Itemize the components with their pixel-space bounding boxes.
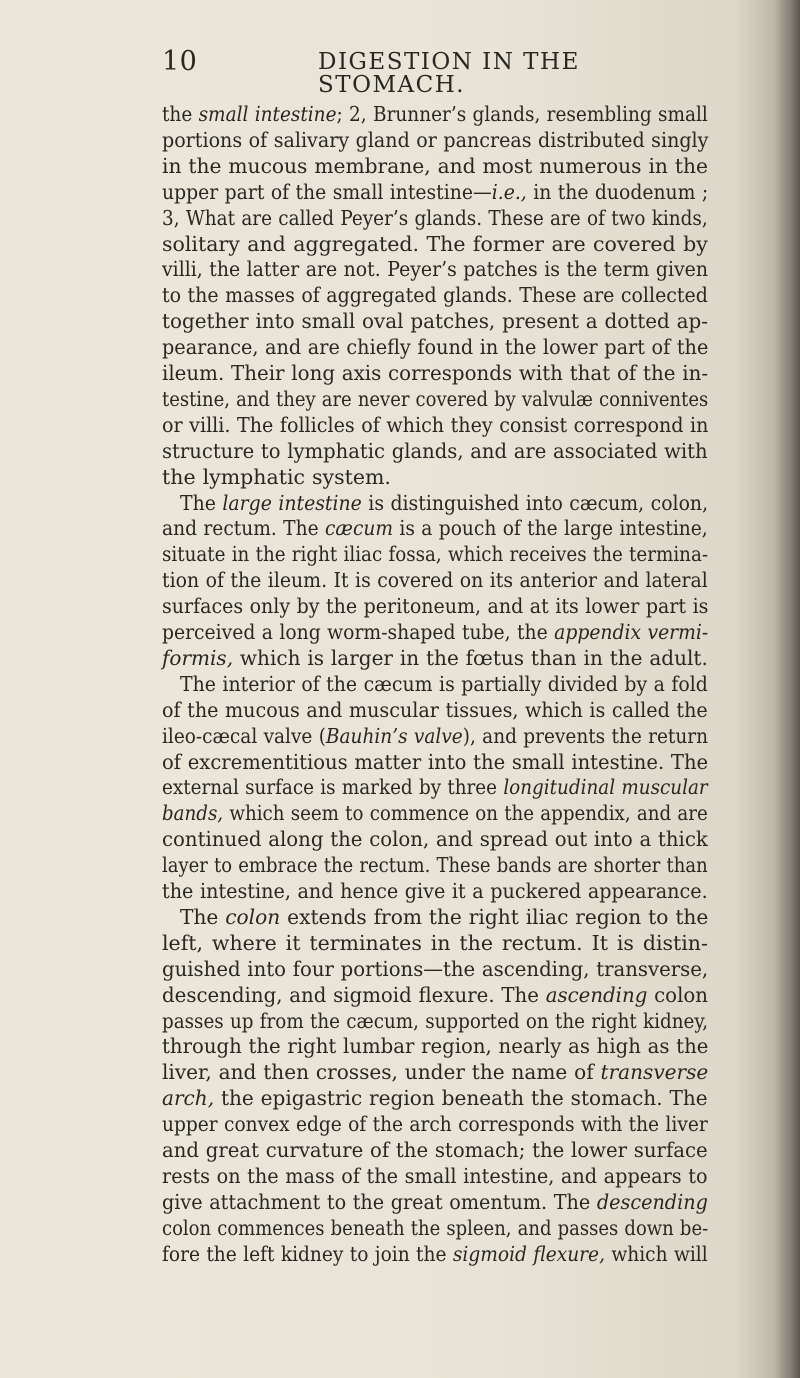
italic-term: large intestine xyxy=(222,490,362,515)
line-text: villi, the latter are not. Peyer’s patches is the term given xyxy=(162,257,709,282)
text-line xyxy=(162,1215,709,1240)
line-text: ileo-cæcal valve ( xyxy=(162,723,326,748)
text-line xyxy=(180,904,709,929)
text-line xyxy=(162,855,708,876)
line-text: layer to embrace the rectum. These bands are shorter than xyxy=(162,853,708,878)
line-text: testine, and they are never covered by valvulæ conniventes xyxy=(162,386,709,411)
text-line xyxy=(162,259,708,280)
line-text: The xyxy=(180,490,223,515)
line-text: The xyxy=(180,904,226,929)
text-line xyxy=(162,363,708,384)
text-line xyxy=(162,337,708,358)
text-line xyxy=(162,518,708,539)
text-line xyxy=(162,1241,708,1266)
line-text: and great curvature of the stomach; the lower surface xyxy=(162,1138,708,1162)
line-text: pearance, and are chiefly found in the lower part of the xyxy=(162,335,709,360)
text-line xyxy=(162,311,708,332)
line-text: give attachment to the great omentum. The xyxy=(162,1189,597,1214)
text-line xyxy=(162,596,708,617)
line-text: of excrementitious matter into the small intestine. The xyxy=(162,749,709,774)
line-text: external surface is marked by three xyxy=(162,775,504,800)
italic-term: appendix vermi- xyxy=(554,620,709,644)
text-line xyxy=(162,777,708,798)
italic-term: descending xyxy=(596,1189,708,1214)
page-edge-shadow xyxy=(774,0,800,1378)
line-text: the intestine, and hence give it a puckered appearance. xyxy=(162,879,708,903)
line-text: the xyxy=(162,102,199,126)
line-text: through the right lumbar region, nearly as high as the xyxy=(162,1034,709,1059)
line-text: perceived a long worm-shaped tube, the xyxy=(162,620,555,644)
line-text: structure to lymphatic glands, and are associated with xyxy=(162,438,708,463)
italic-term: longitudinal muscular xyxy=(503,775,708,800)
line-text: colon commences beneath the spleen, and passes down be- xyxy=(162,1215,709,1240)
text-line xyxy=(162,803,708,824)
line-text: descending, and sigmoid flexure. The xyxy=(162,982,546,1007)
italic-term: small intestine xyxy=(198,102,337,126)
text-line xyxy=(162,645,708,670)
line-text: colon xyxy=(647,982,708,1007)
line-text: ), and prevents the return xyxy=(462,723,709,748)
line-text: which seem to commence on the appendix, and are xyxy=(223,801,708,826)
body-text xyxy=(162,96,709,1266)
text-line xyxy=(162,1189,708,1214)
line-text: continued along the colon, and spread out into a thick xyxy=(162,827,708,852)
text-line xyxy=(162,464,391,489)
line-text: fore the left kidney to join the xyxy=(162,1241,453,1266)
text-line xyxy=(162,412,709,437)
line-text: solitary and aggregated. The former are covered by xyxy=(162,231,708,256)
line-text: which will xyxy=(604,1241,708,1266)
italic-term: ascending xyxy=(545,982,648,1007)
text-line xyxy=(162,179,709,204)
page-number: 10 xyxy=(162,46,198,77)
text-line xyxy=(162,749,709,774)
italic-term: transverse xyxy=(600,1060,709,1085)
text-line xyxy=(162,1088,708,1109)
line-text: portions of salivary gland or pancreas distributed singly xyxy=(162,127,709,152)
italic-term: formis, xyxy=(162,645,234,670)
text-line xyxy=(162,622,708,643)
line-text: is distinguished into cæcum, colon, xyxy=(361,490,709,515)
line-text: in the duodenum ; xyxy=(526,179,709,204)
line-text: of the mucous and muscular tissues, which is called the xyxy=(162,697,708,722)
text-line xyxy=(162,723,709,748)
text-line xyxy=(180,671,708,696)
text-line xyxy=(162,1114,708,1135)
text-line xyxy=(162,153,708,178)
line-text: surfaces only by the peritoneum, and at its lower part is xyxy=(162,594,709,619)
line-text: left, where it terminates in the rectum. It is distin- xyxy=(162,930,708,955)
line-text: the epigastric region beneath the stomach. The xyxy=(214,1086,708,1111)
text-line xyxy=(162,982,708,1007)
line-text: and rectum. The xyxy=(162,516,326,541)
line-text: extends from the right iliac region to the xyxy=(280,904,709,929)
line-text: is a pouch of the large intestine, xyxy=(393,516,708,541)
italic-term: Bauhin’s valve xyxy=(325,723,463,748)
italic-term: i.e., xyxy=(491,179,527,204)
italic-term: arch, xyxy=(162,1086,215,1111)
line-text: which is larger in the fœtus than in the adult. xyxy=(233,645,708,670)
line-text: ; 2, Brunner’s glands, resembling small xyxy=(336,102,708,126)
text-line xyxy=(162,438,708,463)
text-line xyxy=(162,386,709,411)
italic-term: sigmoid flexure, xyxy=(452,1241,605,1266)
text-line xyxy=(162,1140,708,1161)
line-text: the lymphatic system. xyxy=(162,464,391,489)
text-line xyxy=(162,205,708,230)
page-header xyxy=(162,48,710,96)
text-line xyxy=(162,697,708,722)
line-text: passes up from the cæcum, supported on the right kidney, xyxy=(162,1008,709,1033)
running-title: DIGESTION IN THE STOMACH. xyxy=(318,49,580,98)
line-text: upper part of the small intestine— xyxy=(162,179,492,204)
text-line xyxy=(162,881,708,902)
text-line xyxy=(162,544,708,565)
text-line xyxy=(180,490,709,515)
line-text: ileum. Their long axis corresponds with that of the in- xyxy=(162,361,709,385)
text-line xyxy=(162,1036,708,1057)
line-text: guished into four portions—the ascending, transverse, xyxy=(162,956,709,981)
line-text: upper convex edge of the arch corresponds with the liver xyxy=(162,1112,708,1137)
line-text: to the masses of aggregated glands. These are collected xyxy=(162,283,708,308)
italic-term: colon xyxy=(225,904,281,929)
line-text: or villi. The follicles of which they consist correspond in xyxy=(162,412,709,437)
line-text: liver, and then crosses, under the name of xyxy=(162,1060,601,1085)
line-text: rests on the mass of the small intestine, and appears to xyxy=(162,1163,708,1188)
italic-term: cæcum xyxy=(325,516,394,541)
line-text: tion of the ileum. It is covered on its anterior and lateral xyxy=(162,568,708,593)
italic-term: bands, xyxy=(162,801,224,826)
text-line xyxy=(162,1008,709,1033)
text-line xyxy=(162,829,708,850)
text-line xyxy=(162,1062,708,1083)
line-text: The interior of the cæcum is partially divided by a fold xyxy=(180,671,708,696)
text-line xyxy=(162,104,708,125)
line-text: 3, What are called Peyer’s glands. These are of two kinds, xyxy=(162,205,708,230)
line-text: situate in the right iliac fossa, which receives the termina- xyxy=(162,542,709,567)
text-line xyxy=(162,231,708,256)
line-text: together into small oval patches, present a dotted ap- xyxy=(162,309,708,334)
text-line xyxy=(162,930,708,955)
text-line xyxy=(162,956,709,981)
line-text: in the mucous membrane, and most numerous in the xyxy=(162,153,708,178)
text-line xyxy=(162,285,708,306)
text-line xyxy=(162,1163,708,1188)
text-line xyxy=(162,570,708,591)
text-line xyxy=(162,127,709,152)
